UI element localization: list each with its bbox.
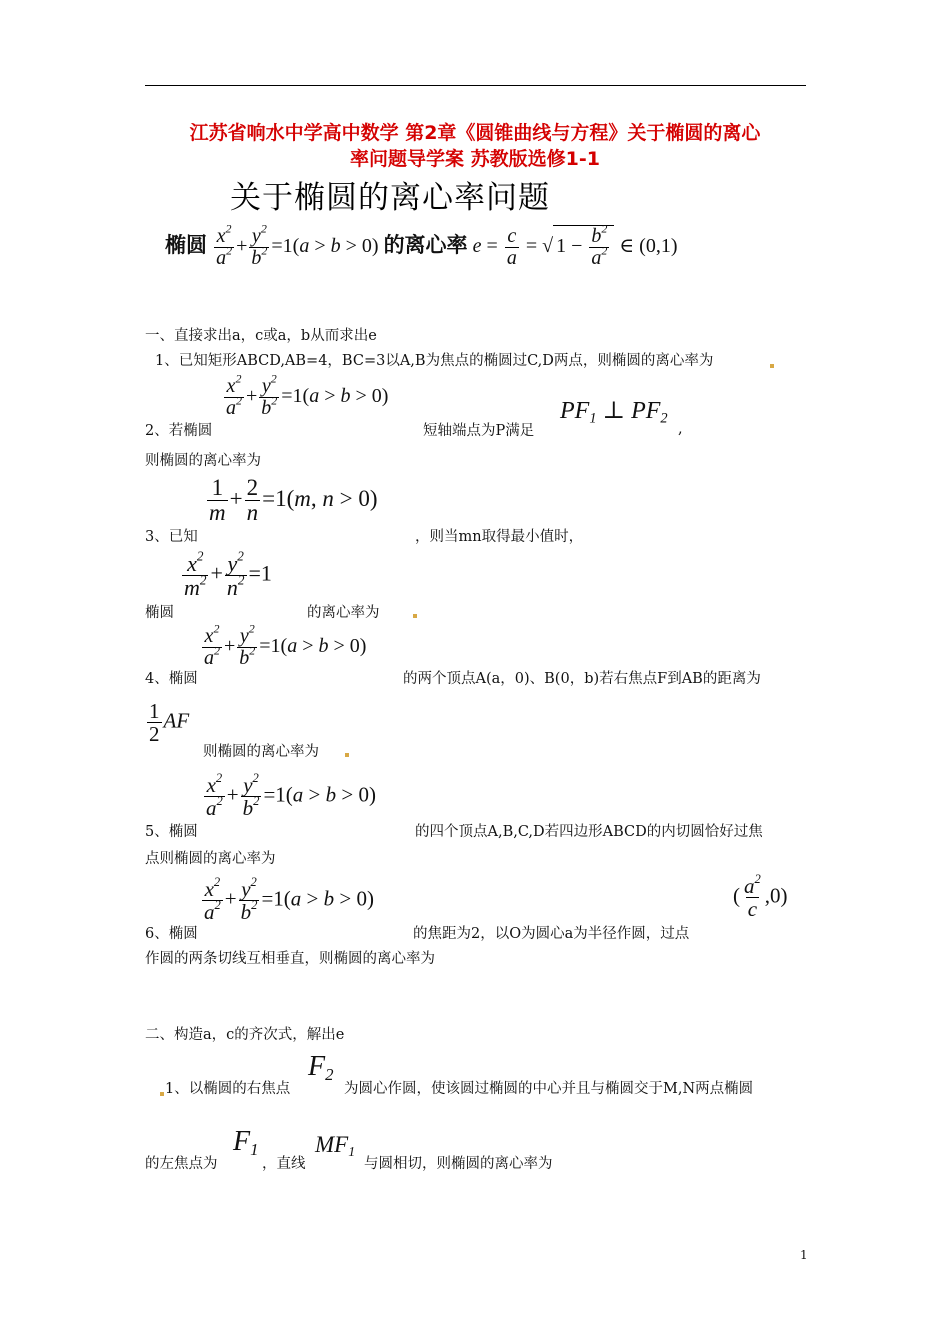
question-1-1: 1、已知矩形ABCD,AB=4，BC=3以A,B为焦点的椭圆过C,D两点，则椭圆的离心率为 (155, 353, 714, 369)
section2-heading: 二、构造a，c的齐次式，解出e (145, 1027, 345, 1043)
banner-heading: 关于椭圆的离心率问题 (230, 180, 550, 216)
question-1-4-ask: 则椭圆的离心率为 (203, 744, 319, 760)
question-1-3-ellipse-label: 椭圆 (145, 605, 174, 621)
question-2-1-left-focus: 的左焦点为 (145, 1156, 218, 1172)
question-2-1-prefix: 1、以椭圆的右焦点 (165, 1081, 291, 1097)
question-1-5-prefix: 5、椭圆 (145, 824, 198, 840)
focus-f1-label: $F_1$ (233, 1126, 259, 1160)
banner-formula: 椭圆 $\frac{x^2}{a^2}$ + $\frac{y^2}{b^2}$ =1(a > b > 0) 的离心率 e = $\frac{c}{a}$ = √ 1 − $\frac{b^2}{a^2}$ ∈ (0,1) (165, 221, 678, 269)
q2-perpendicular-condition: $PF_1$ ⊥ $PF_2$ (560, 398, 668, 427)
question-2-1-line: ，直线 (262, 1156, 306, 1172)
answer-mark (413, 614, 417, 618)
question-1-4-prefix: 4、椭圆 (145, 671, 198, 687)
question-1-3-mid: ，则当mn取得最小值时， (415, 529, 584, 545)
q4-distance-expression: $\frac{1}{2}$ AF (149, 699, 190, 747)
question-1-6-ask: 作圆的两条切线互相垂直，则椭圆的离心率为 (145, 951, 435, 967)
question-2-1-mid: 为圆心作圆，使该圆过椭圆的中心并且与椭圆交于M,N两点椭圆 (344, 1081, 754, 1097)
document-title-line2: 率问题导学案 苏教版选修1-1 (350, 148, 600, 170)
answer-mark (770, 364, 774, 368)
question-1-3-ask: 的离心率为 (307, 605, 380, 621)
question-1-5-ask: 点则椭圆的离心率为 (145, 851, 276, 867)
section1-heading: 一、直接求出a，c或a，b从而求出e (145, 328, 377, 344)
question-1-6-prefix: 6、椭圆 (145, 926, 198, 942)
q2-ellipse-equation: $\frac{x^2}{a^2}$ + $\frac{y^2}{b^2}$ =1(a > b > 0) (226, 371, 389, 419)
q3-condition: $\frac{1}{m}$ + $\frac{2}{n}$ =1(m, n > 0) (209, 475, 378, 526)
q3-ellipse-equation: $\frac{x^2}{m^2}$ + $\frac{y^2}{n^2}$ =1 (184, 548, 272, 601)
focus-f2-label: $F_2$ (308, 1051, 334, 1085)
line-mf1-label: $MF_1$ (315, 1132, 356, 1160)
question-1-3-prefix: 3、已知 (145, 529, 198, 545)
answer-mark (160, 1092, 164, 1096)
answer-mark (345, 753, 349, 757)
q4-ellipse-equation: $\frac{x^2}{a^2}$ + $\frac{y^2}{b^2}$ =1(a > b > 0) (204, 621, 367, 669)
page-number: 1 (800, 1248, 808, 1262)
question-1-6-mid: 的焦距为2，以O为圆心a为半径作圆，过点 (413, 926, 690, 942)
question-1-2-mid: 短轴端点为P满足 (423, 423, 535, 439)
question-2-1-ask: 与圆相切，则椭圆的离心率为 (364, 1156, 553, 1172)
question-1-2-prefix: 2、若椭圆 (145, 423, 213, 439)
question-1-2-ask: 则椭圆的离心率为 (145, 453, 261, 469)
comma: , (678, 421, 683, 437)
q6-point-expression: ( $\frac{a^2}{c}$ ,0) (733, 871, 788, 922)
header-rule (145, 85, 806, 86)
document-title-line1: 江苏省响水中学高中数学 第2章《圆锥曲线与方程》关于椭圆的离心 (189, 122, 761, 144)
q5-ellipse-equation: $\frac{x^2}{a^2}$ + $\frac{y^2}{b^2}$ =1(a > b > 0) (206, 770, 376, 821)
q6-ellipse-equation: $\frac{x^2}{a^2}$ + $\frac{y^2}{b^2}$ =1(a > b > 0) (204, 874, 374, 925)
question-1-5-mid: 的四个顶点A,B,C,D若四边形ABCD的内切圆恰好过焦 (415, 824, 763, 840)
question-1-4-mid: 的两个顶点A(a，0)、B(0，b)若右焦点F到AB的距离为 (403, 671, 761, 687)
